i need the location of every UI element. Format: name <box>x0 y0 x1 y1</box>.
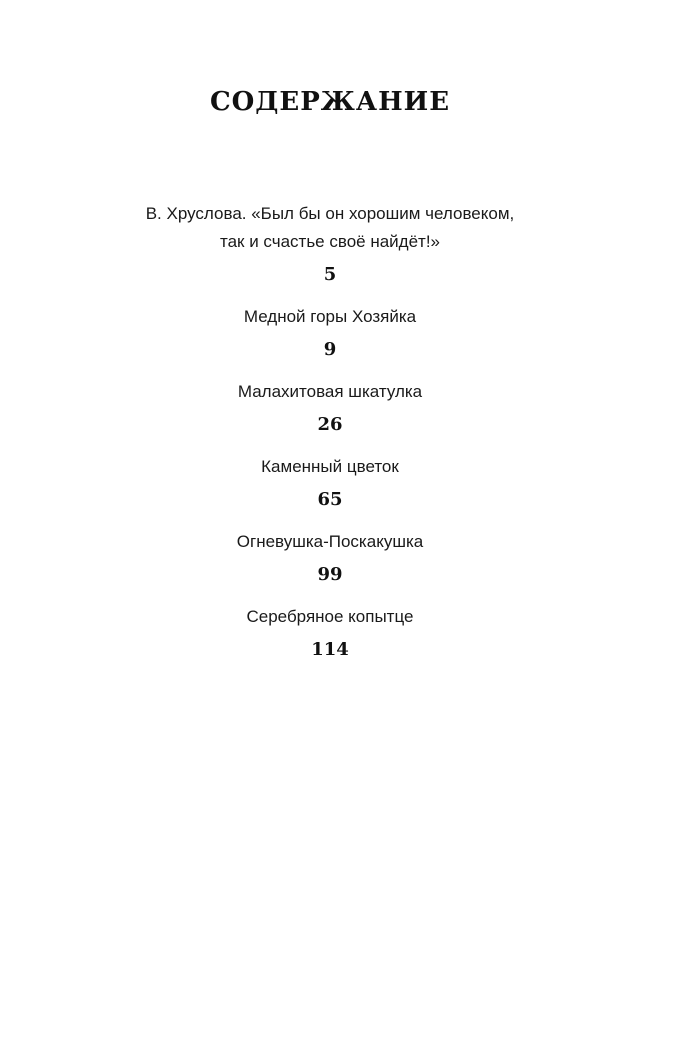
toc-entry-page-number: 114 <box>311 639 349 660</box>
toc-entry-page-number: 5 <box>323 264 337 285</box>
toc-entry-title-line: Медной горы Хозяйка <box>243 307 417 326</box>
toc-entry <box>0 303 660 369</box>
toc-entry-title-line: В. Хруслова. «Был бы он хорошим человеком, <box>145 204 515 223</box>
toc-entry-title <box>0 528 660 556</box>
toc-entry-title-line: так и счастье своё найдёт!» <box>219 232 441 251</box>
toc-entry-page-number: 26 <box>317 414 343 435</box>
toc-entry-title <box>0 453 660 481</box>
toc-entry-page-number: 99 <box>317 564 343 585</box>
toc-entry-page-number: 65 <box>317 489 343 510</box>
toc-entry-title <box>0 378 660 406</box>
toc-entry-title-line: Каменный цветок <box>261 457 399 476</box>
toc-entry-page-number: 9 <box>323 339 337 360</box>
toc-entry <box>0 603 660 669</box>
toc-entry-title <box>0 303 660 331</box>
table-of-contents <box>0 200 660 678</box>
toc-entry-title <box>0 603 660 631</box>
toc-entry-title-line: Серебряное копытце <box>246 607 414 626</box>
toc-entry-title <box>0 200 660 256</box>
toc-entry <box>0 200 660 294</box>
toc-entry <box>0 528 660 594</box>
toc-entry-title-line: Огневушка-Поскакушка <box>236 532 424 551</box>
toc-entry <box>0 453 660 519</box>
toc-entry-title-line: Малахитовая шкатулка <box>237 382 423 401</box>
toc-entry <box>0 378 660 444</box>
page-title: СОДЕРЖАНИЕ <box>209 87 451 117</box>
